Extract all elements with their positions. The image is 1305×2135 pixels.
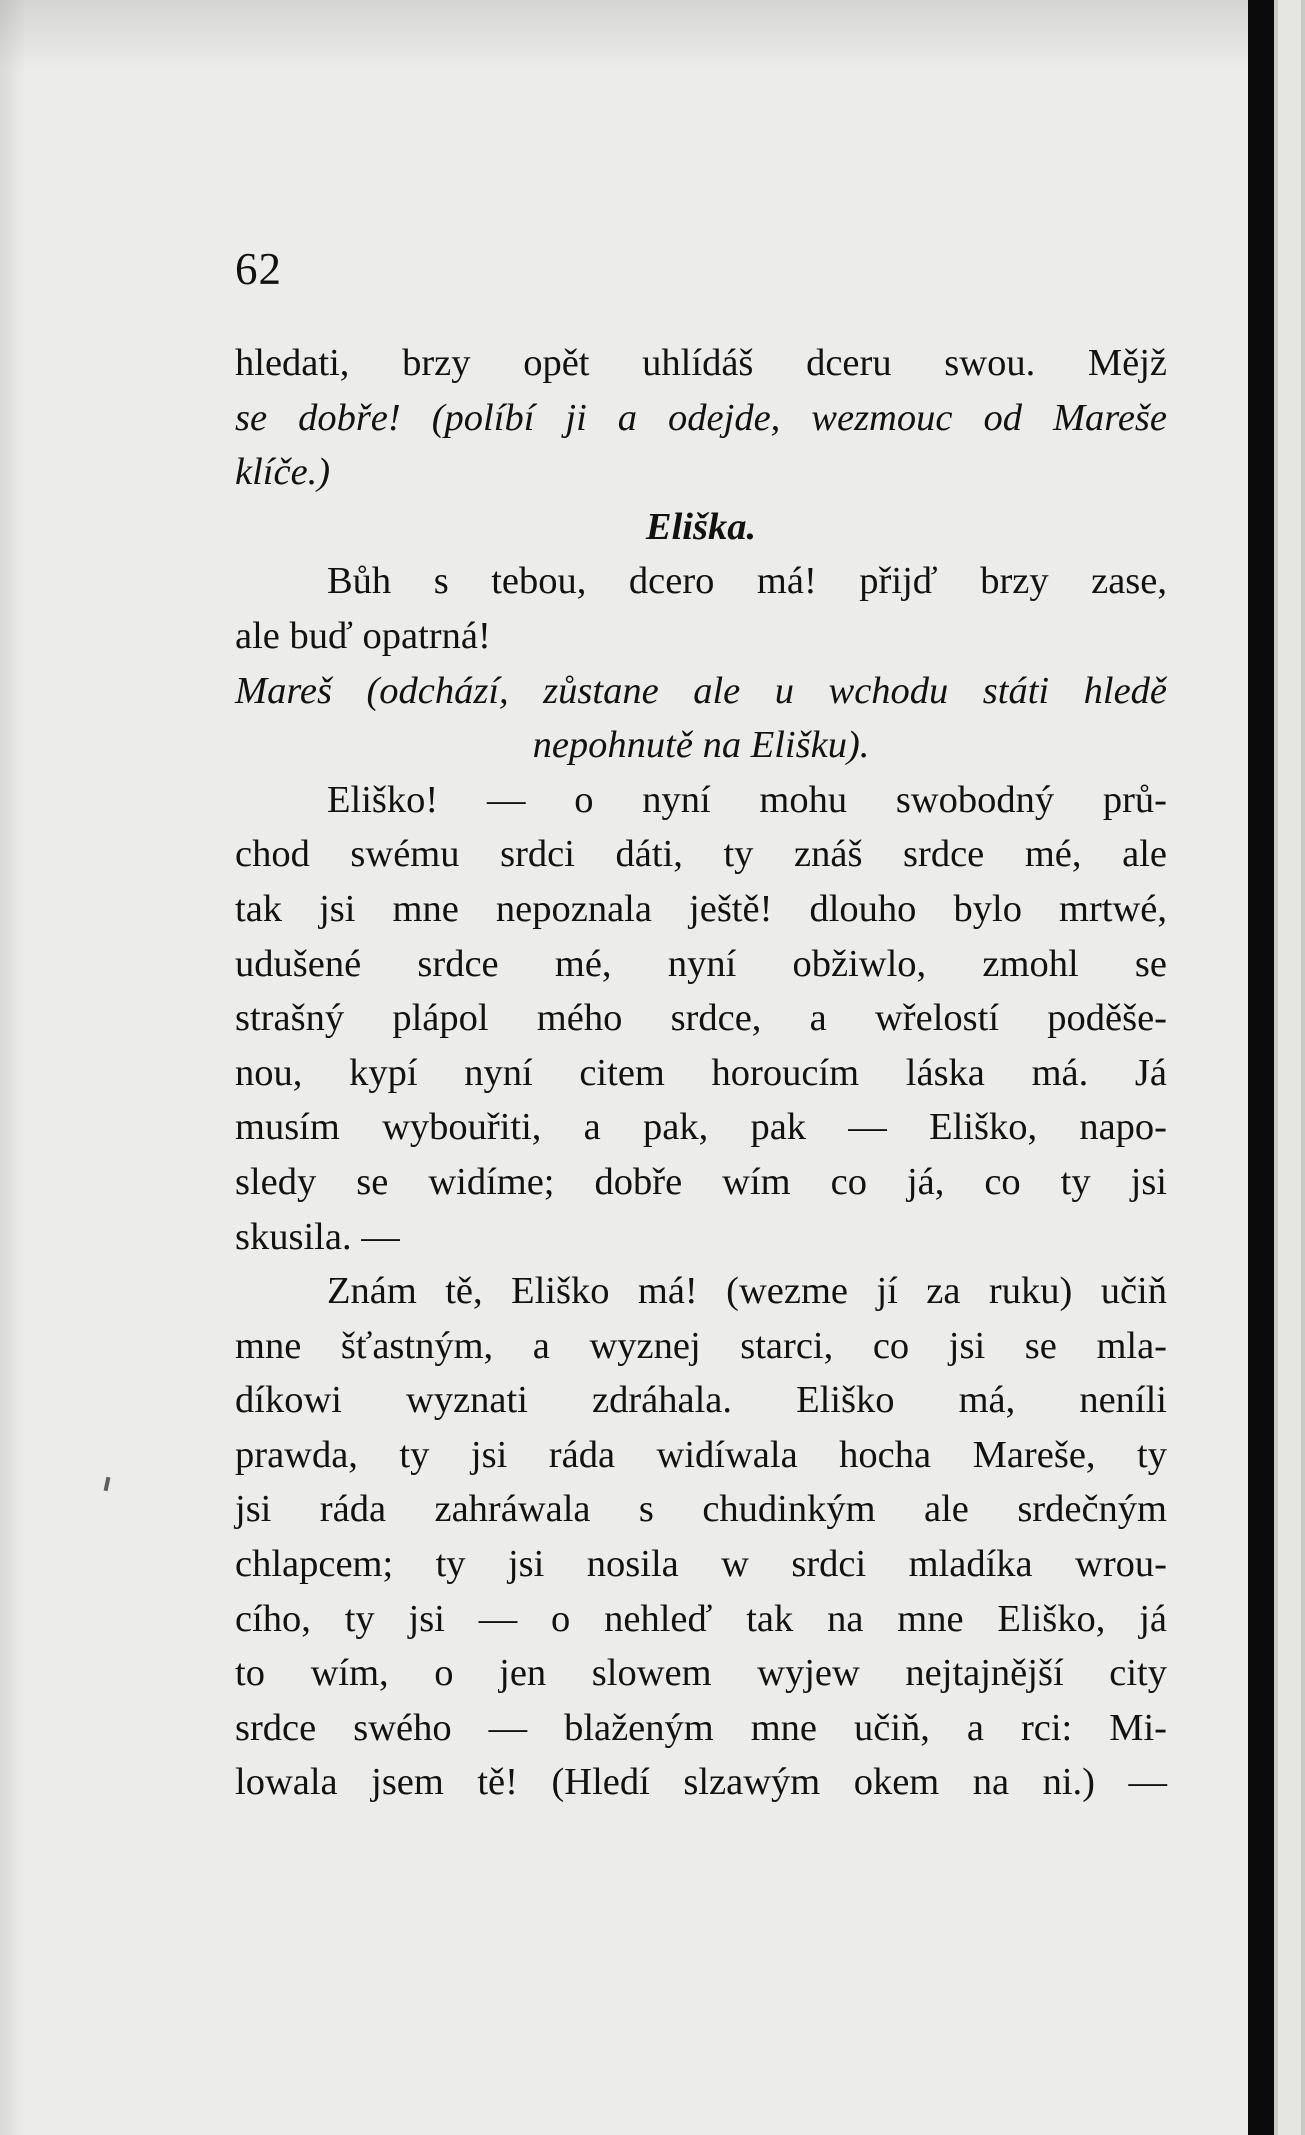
page-shadow-top xyxy=(0,0,1248,72)
text-line: mne šťastným, a wyznej starci, co jsi se mla- xyxy=(235,1324,1167,1367)
text-line: cího, ty jsi — o nehleď tak na mne Eliško, já xyxy=(235,1597,1167,1640)
speaker-heading: Eliška. xyxy=(645,505,757,548)
text-line: ale buď opatrná! xyxy=(235,614,491,657)
page-text xyxy=(235,336,1167,1810)
text-line: chod swému srdci dáti, ty znáš srdce mé, ale xyxy=(235,833,1167,876)
text-line: tak jsi mne nepoznala ještě! dlouho bylo mrtwé, xyxy=(235,887,1167,930)
stage-direction: Mareš (odchází, zůstane ale u wchodu státi hledě xyxy=(235,669,1167,712)
next-page-edge-highlight xyxy=(1278,0,1301,2135)
text-line: klíče.) xyxy=(235,451,331,494)
text-line: se dobře! (políbí ji a odejde, wezmouc od Mareše xyxy=(235,396,1167,439)
text-line: lowala jsem tě! (Hledí slzawým okem na ni.) — xyxy=(235,1761,1167,1804)
text-line: sledy se widíme; dobře wím co já, co ty jsi xyxy=(235,1160,1167,1203)
text-line: Bůh s tebou, dcero má! přijď brzy zase, xyxy=(327,560,1167,603)
page-number: 62 xyxy=(235,244,282,294)
page-shadow-left xyxy=(0,0,26,2135)
text-line: strašný plápol mého srdce, a wřelostí poděše- xyxy=(235,997,1167,1040)
text-line: díkowi wyznati zdráhala. Eliško má, neníli xyxy=(235,1379,1167,1422)
text-line: jsi ráda zahráwala s chudinkým ale srdečným xyxy=(235,1488,1167,1531)
text-line: prawda, ty jsi ráda widíwala hocha Mareše, ty xyxy=(235,1433,1167,1476)
stage-direction: nepohnutě na Elišku). xyxy=(532,724,870,767)
text-line: srdce swého — blaženým mne učiň, a rci: Mi- xyxy=(235,1706,1167,1749)
text-line: skusila. — xyxy=(235,1215,400,1258)
margin-mark xyxy=(104,1477,111,1492)
text-line: Znám tě, Eliško má! (wezme jí za ruku) učiň xyxy=(327,1270,1167,1313)
page-gutter xyxy=(1248,0,1274,2135)
text-line: to wím, o jen slowem wyjew nejtajnější city xyxy=(235,1652,1167,1695)
text-line: hledati, brzy opět uhlídáš dceru swou. Mějž xyxy=(235,342,1167,384)
text-line: udušené srdce mé, nyní obžiwlo, zmohl se xyxy=(235,942,1167,985)
text-line: musím wybouřiti, a pak, pak — Eliško, napo- xyxy=(235,1106,1167,1149)
text-line: Eliško! — o nyní mohu swobodný prů- xyxy=(327,778,1167,821)
text-line: chlapcem; ty jsi nosila w srdci mladíka wrou- xyxy=(235,1543,1167,1586)
text-line: nou, kypí nyní citem horoucím láska má. Já xyxy=(235,1051,1167,1094)
